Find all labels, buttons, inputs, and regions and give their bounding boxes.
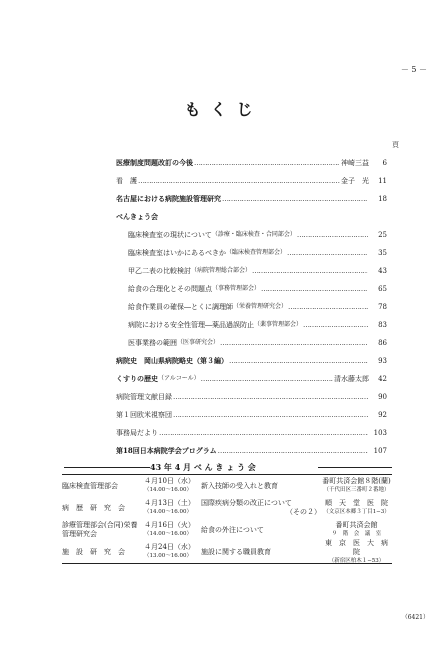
toc-entry-title: 病院管理文献目録 bbox=[116, 393, 172, 401]
schedule-group: 病 歴 研 究 会 bbox=[62, 503, 125, 512]
toc-entry-title: 病院における安全性管理―薬品過誤防止 bbox=[128, 321, 254, 329]
page-number: － 5 － bbox=[400, 65, 427, 74]
toc-entry-title: 医療制度問題改訂の今後 bbox=[116, 158, 193, 167]
toc-entry bbox=[116, 352, 387, 370]
schedule-datetime bbox=[144, 499, 201, 517]
toc-entry-page: 65 bbox=[378, 285, 387, 293]
toc-leader-dots bbox=[194, 154, 340, 172]
toc-entry-title: 給食作業員の確保―とくに調理師 bbox=[128, 303, 233, 311]
schedule-datetime bbox=[144, 543, 201, 561]
schedule-venue-name: 番町共済会館８階(蘭) bbox=[322, 477, 391, 485]
toc-leader-dots bbox=[201, 370, 333, 388]
schedule-venue bbox=[321, 499, 392, 517]
toc-entry bbox=[116, 172, 387, 190]
toc-entry-section: （薬事管理部会） bbox=[254, 321, 303, 328]
schedule-topic-text: 施設に関する職員教育 bbox=[201, 547, 271, 556]
schedule-venue bbox=[321, 538, 395, 566]
toc-page-column-header: 頁 bbox=[392, 141, 399, 149]
schedule-venue-address: ９ 階 会 議 室 bbox=[331, 531, 382, 537]
toc-entry-title: 事務局だより bbox=[116, 429, 158, 437]
toc-entry-section: （臨床検査管理部会） bbox=[226, 249, 287, 256]
toc-leader-dots bbox=[261, 280, 368, 298]
toc-entry-page: 42 bbox=[378, 375, 387, 383]
toc-entry-author: 金子 光 bbox=[341, 177, 369, 185]
toc-leader-dots bbox=[287, 244, 368, 262]
toc-entry bbox=[116, 388, 387, 406]
toc-entry bbox=[116, 226, 387, 244]
toc-entry-title: 臨床検査室はいかにあるべきか bbox=[128, 249, 226, 257]
toc-leader-dots bbox=[252, 262, 368, 280]
toc-entry bbox=[116, 316, 387, 334]
toc-entry-title: 病院史 岡山県病院略史（第３編） bbox=[116, 356, 228, 365]
toc-entry-title: 第１回欧米視察団 bbox=[116, 411, 172, 419]
toc-leader-dots bbox=[173, 388, 368, 406]
toc-entry-page: 43 bbox=[378, 267, 387, 275]
schedule-rule-left bbox=[64, 467, 150, 468]
toc-entry-page: 6 bbox=[382, 159, 387, 167]
toc-entry-page: 11 bbox=[378, 177, 387, 185]
toc-entry-page: 93 bbox=[378, 357, 387, 365]
toc-entry-section: （事務管理部会） bbox=[212, 285, 261, 292]
toc-entry-page: 103 bbox=[373, 429, 387, 437]
toc-entry-author: 清水藤太郎 bbox=[334, 375, 369, 383]
toc-entry-page: 92 bbox=[378, 411, 387, 419]
schedule-venue-address: （新宿区柏木１−53） bbox=[328, 557, 385, 564]
schedule-venue-address: （文京区本郷３丁目1−3） bbox=[323, 509, 390, 515]
toc-entry bbox=[116, 208, 387, 226]
toc-entry bbox=[116, 442, 387, 460]
schedule-date: ４月24日（水） bbox=[144, 543, 195, 551]
schedule-topic-text: 給食の外注について bbox=[201, 525, 264, 534]
toc-entry-title: 医事業務の範囲 bbox=[128, 339, 177, 347]
toc-entry-page: 107 bbox=[373, 447, 387, 455]
toc-leader-dots bbox=[297, 226, 368, 244]
toc-entry-section: （栄養管理研究会） bbox=[233, 303, 288, 310]
schedule-time: （14.00〜16.00） bbox=[144, 487, 192, 493]
toc-leader-dots bbox=[220, 334, 368, 352]
toc-entry-title: 甲乙二表の比較検討 bbox=[128, 267, 191, 275]
schedule-venue-name: 順 天 堂 医 院 bbox=[325, 499, 388, 507]
schedule-venue bbox=[321, 477, 392, 495]
schedule-row bbox=[62, 538, 395, 564]
page-title: もくじ bbox=[184, 100, 263, 119]
toc-leader-dots bbox=[303, 316, 368, 334]
toc-entry bbox=[116, 280, 387, 298]
toc-entry-title: 給食の合理化とその問題点 bbox=[128, 285, 212, 293]
toc-leader-dots bbox=[218, 442, 368, 460]
schedule-group: 臨床検査管理部会 bbox=[62, 481, 118, 490]
schedule-topic-text: 国際疾病分類の改正について bbox=[201, 499, 292, 507]
toc-entry-title: くすりの歴史 bbox=[116, 374, 158, 383]
toc-entry bbox=[116, 424, 387, 442]
toc-entry-section: （病院管理総合部会） bbox=[191, 267, 252, 274]
schedule-venue-name: 番町共済会館 bbox=[335, 521, 378, 529]
toc-entry-page: 78 bbox=[378, 303, 387, 311]
schedule-date: ４月10日（水） bbox=[144, 477, 195, 485]
schedule-row bbox=[62, 497, 392, 519]
schedule-time: （14.00〜16.00） bbox=[144, 509, 192, 515]
schedule-topic bbox=[201, 526, 321, 535]
toc-entry-title: べんきょう会 bbox=[116, 212, 158, 221]
toc-entry-section: （アルコール） bbox=[158, 375, 200, 382]
toc-entry-section: （医事研究会） bbox=[177, 339, 220, 346]
toc-entry bbox=[116, 190, 387, 208]
toc-entry bbox=[116, 334, 387, 352]
schedule-venue-name: 東 京 医 大 病 院 bbox=[325, 538, 395, 556]
toc-entry-title: 第18回日本病院学会プログラム bbox=[116, 446, 217, 455]
schedule-topic bbox=[201, 482, 321, 491]
schedule-datetime bbox=[144, 521, 201, 539]
schedule-group: 施 設 研 究 会 bbox=[62, 547, 125, 556]
toc-entry-page: 35 bbox=[378, 249, 387, 257]
toc-entry-page: 25 bbox=[378, 231, 387, 239]
toc-entry-title: 臨床検査室の現状について bbox=[128, 231, 212, 239]
schedule-title: 43 年 4 月 べ ん き ょ う 会 bbox=[150, 462, 256, 472]
toc-leader-dots bbox=[222, 190, 368, 208]
toc-entry bbox=[116, 370, 387, 388]
schedule-group: 診療管理部会(合同)栄養管理研究会 bbox=[62, 521, 138, 538]
toc-entry-page: 90 bbox=[378, 393, 387, 401]
document-code: （6421） bbox=[401, 614, 429, 621]
toc-leader-dots bbox=[288, 298, 368, 316]
schedule-time: （14.00〜16.00） bbox=[144, 531, 192, 537]
table-of-contents bbox=[116, 154, 387, 460]
toc-entry-page: 83 bbox=[378, 321, 387, 329]
schedule-topic bbox=[201, 548, 321, 557]
schedule-topic bbox=[201, 499, 321, 517]
schedule-topic-sub: （その２） bbox=[286, 508, 321, 516]
toc-entry bbox=[116, 406, 387, 424]
toc-entry-title: 看 護 bbox=[116, 177, 137, 185]
schedule-table bbox=[62, 474, 395, 564]
toc-entry-title: 名古屋における病院施設管理研究 bbox=[116, 194, 221, 203]
toc-leader-dots bbox=[229, 352, 368, 370]
toc-entry bbox=[116, 262, 387, 280]
toc-entry bbox=[116, 298, 387, 316]
schedule-row bbox=[62, 475, 392, 497]
schedule-venue-address: （千代田区三番町２番地） bbox=[323, 487, 390, 493]
toc-leader-dots bbox=[173, 406, 368, 424]
toc-entry-page: 18 bbox=[378, 195, 387, 203]
toc-entry-page: 86 bbox=[378, 339, 387, 347]
toc-leader-dots bbox=[159, 424, 368, 442]
schedule-time: （13.00〜16.00） bbox=[144, 553, 192, 559]
schedule-date: ４月13日（土） bbox=[144, 499, 195, 507]
schedule-topic-text: 新入技師の受入れと教育 bbox=[201, 481, 278, 490]
schedule-datetime bbox=[144, 477, 201, 495]
toc-leader-dots bbox=[138, 172, 340, 190]
toc-entry bbox=[116, 244, 387, 262]
schedule-venue bbox=[321, 521, 392, 539]
schedule-date: ４月16日（火） bbox=[144, 521, 195, 529]
schedule-rule-right bbox=[318, 467, 392, 468]
toc-entry-section: （診療・臨床検査・合同部会） bbox=[211, 231, 296, 238]
toc-entry bbox=[116, 154, 387, 172]
toc-entry-author: 神崎三益 bbox=[341, 159, 369, 167]
